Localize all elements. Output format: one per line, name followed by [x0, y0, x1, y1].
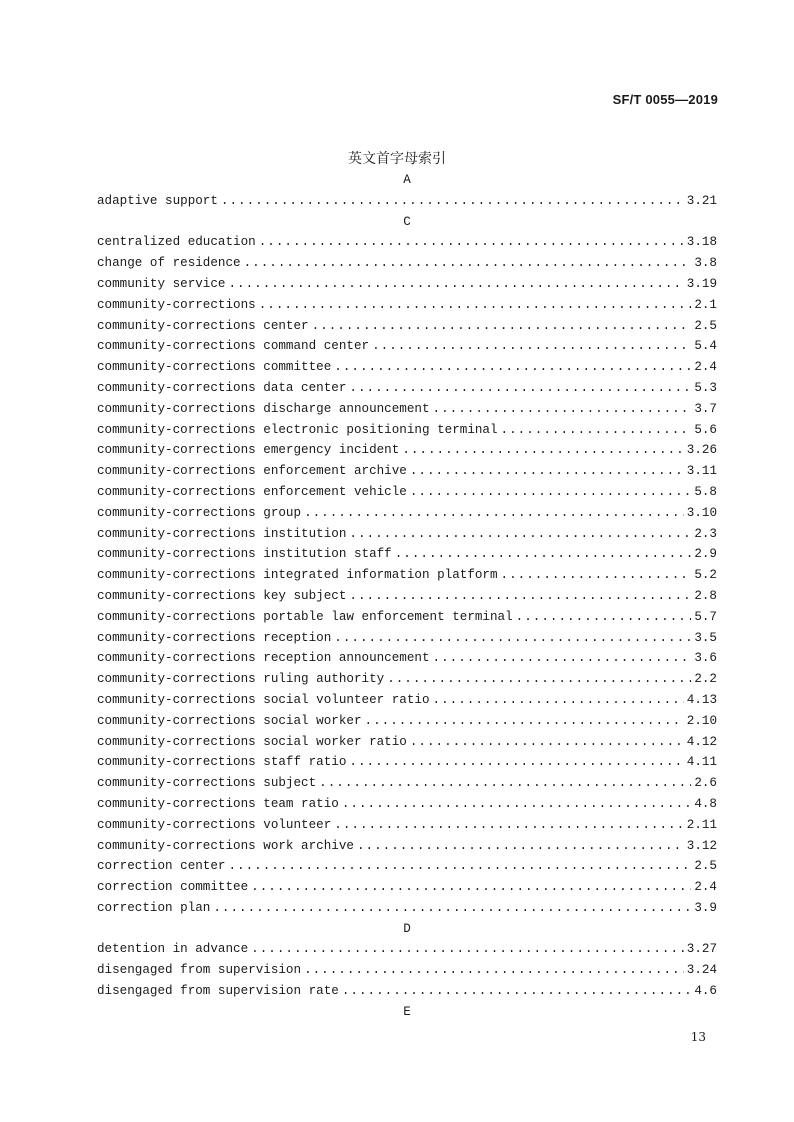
index-term: community-corrections discharge announcement: [97, 401, 430, 416]
index-ref-number: 4.8: [694, 796, 717, 811]
index-ref-number: 2.5: [694, 318, 717, 333]
dot-leader: [334, 815, 683, 836]
dot-leader: [259, 295, 692, 316]
index-entry: [97, 856, 717, 877]
dot-leader: [501, 565, 692, 586]
dot-leader: [433, 690, 684, 711]
index-term: community-corrections ruling authority: [97, 672, 385, 687]
index-term: community-corrections emergency incident: [97, 443, 400, 458]
index-term: community-corrections social worker: [97, 713, 362, 728]
index-term: detention in advance: [97, 942, 249, 957]
dot-leader: [433, 399, 692, 420]
dot-leader: [319, 773, 691, 794]
index-entry: [97, 524, 717, 545]
dot-leader: [410, 482, 691, 503]
index-entry: [97, 544, 717, 565]
index-term: community-corrections subject: [97, 776, 317, 791]
dot-leader: [228, 856, 691, 877]
index-entry: [97, 732, 717, 753]
index-ref-number: 3.5: [694, 630, 717, 645]
index-ref-number: 2.1: [694, 297, 717, 312]
dot-leader: [251, 877, 691, 898]
index-term: community-corrections social volunteer ratio: [97, 692, 430, 707]
dot-leader: [357, 836, 684, 857]
index-entry: [97, 939, 717, 960]
index-term: community-corrections enforcement vehicle: [97, 484, 407, 499]
section-letter-heading: D: [403, 921, 411, 936]
index-entry: [97, 378, 717, 399]
index-ref-number: 3.8: [694, 256, 717, 271]
index-entry: [97, 295, 717, 316]
index-ref-number: 3.26: [686, 443, 717, 458]
index-term: community-corrections: [97, 297, 256, 312]
index-term: centralized education: [97, 235, 256, 250]
index-ref-number: 2.4: [694, 880, 717, 895]
index-term: correction committee: [97, 880, 249, 895]
index-ref-number: 4.6: [694, 984, 717, 999]
index-entry: [97, 565, 717, 586]
index-ref-number: 2.3: [694, 526, 717, 541]
index-term: community-corrections institution staff: [97, 547, 392, 562]
dot-leader: [349, 586, 691, 607]
index-entry: [97, 607, 717, 628]
index-entry: [97, 815, 717, 836]
page-number: 13: [690, 1030, 706, 1044]
index-entry: [97, 440, 717, 461]
index-ref-number: 2.4: [694, 360, 717, 375]
index-ref-number: 4.12: [686, 734, 717, 749]
index-entry: [97, 357, 717, 378]
dot-leader: [312, 316, 692, 337]
index-entry: [97, 690, 717, 711]
dot-leader: [228, 274, 683, 295]
dot-leader: [342, 794, 691, 815]
index-term: community-corrections command center: [97, 339, 370, 354]
dot-leader: [516, 607, 692, 628]
index-term: disengaged from supervision rate: [97, 984, 339, 999]
index-ref-number: 3.12: [686, 838, 717, 853]
index-ref-number: 3.24: [686, 963, 717, 978]
index-entry: [97, 648, 717, 669]
index-body: [97, 170, 717, 1023]
index-ref-number: 3.6: [694, 651, 717, 666]
index-term: community-corrections committee: [97, 360, 332, 375]
index-term: community-corrections center: [97, 318, 309, 333]
index-ref-number: 2.2: [694, 672, 717, 687]
document-code: SF/T 0055—2019: [612, 92, 718, 107]
index-entry: [97, 628, 717, 649]
dot-leader: [213, 898, 691, 919]
index-ref-number: 5.3: [694, 380, 717, 395]
index-ref-number: 2.10: [686, 713, 717, 728]
dot-leader: [410, 461, 684, 482]
index-ref-number: 3.11: [686, 464, 717, 479]
index-entry: [97, 191, 717, 212]
index-ref-number: 3.7: [694, 401, 717, 416]
index-entry: [97, 586, 717, 607]
index-term: disengaged from supervision: [97, 963, 302, 978]
index-ref-number: 5.8: [694, 484, 717, 499]
dot-leader: [334, 357, 691, 378]
index-ref-number: 4.13: [686, 692, 717, 707]
dot-leader: [395, 544, 692, 565]
section-letter-heading: C: [403, 214, 411, 229]
index-entry: [97, 752, 717, 773]
dot-leader: [259, 232, 684, 253]
section-letter-heading: A: [403, 173, 411, 187]
index-term: community-corrections electronic positioning terminal: [97, 422, 498, 437]
dot-leader: [221, 191, 684, 212]
section-letter-heading: E: [403, 1004, 411, 1019]
index-entry: [97, 877, 717, 898]
dot-leader: [433, 648, 692, 669]
index-entry: [97, 232, 717, 253]
index-term: community-corrections enforcement archive: [97, 464, 407, 479]
dot-leader: [365, 711, 684, 732]
index-entry: [97, 316, 717, 337]
index-term: change of residence: [97, 256, 241, 271]
index-entry: [97, 461, 717, 482]
index-entry: [97, 711, 717, 732]
index-entry: [97, 960, 717, 981]
dot-leader: [349, 378, 691, 399]
dot-leader: [304, 503, 684, 524]
index-entry: [97, 773, 717, 794]
index-term: community-corrections portable law enforcement terminal: [97, 609, 513, 624]
index-entry: [97, 274, 717, 295]
index-entry: [97, 836, 717, 857]
index-ref-number: 3.10: [686, 505, 717, 520]
index-entry: [97, 399, 717, 420]
index-term: correction plan: [97, 900, 211, 915]
index-ref-number: 5.7: [694, 609, 717, 624]
index-ref-number: 4.11: [686, 755, 717, 770]
index-entry: [97, 669, 717, 690]
index-term: community-corrections social worker ratio: [97, 734, 407, 749]
index-ref-number: 3.18: [686, 235, 717, 250]
index-term: correction center: [97, 859, 226, 874]
index-term: community-corrections work archive: [97, 838, 354, 853]
index-ref-number: 2.5: [694, 859, 717, 874]
index-ref-number: 2.9: [694, 547, 717, 562]
index-entry: [97, 336, 717, 357]
index-term: community-corrections institution: [97, 526, 347, 541]
index-title: 英文首字母索引: [348, 151, 446, 167]
index-term: community-corrections volunteer: [97, 817, 332, 832]
index-term: community-corrections data center: [97, 380, 347, 395]
index-ref-number: 3.21: [686, 193, 717, 208]
index-term: community-corrections group: [97, 505, 302, 520]
dot-leader: [349, 524, 691, 545]
dot-leader: [410, 732, 684, 753]
index-term: community-corrections reception: [97, 630, 332, 645]
dot-leader: [244, 253, 692, 274]
index-entry: [97, 503, 717, 524]
index-entry: [97, 482, 717, 503]
index-term: community-corrections key subject: [97, 588, 347, 603]
index-term: community-corrections reception announcement: [97, 651, 430, 666]
dot-leader: [334, 628, 691, 649]
index-entry: [97, 420, 717, 441]
dot-leader: [501, 420, 692, 441]
index-term: community-corrections team ratio: [97, 796, 339, 811]
dot-leader: [349, 752, 683, 773]
index-term: community service: [97, 276, 226, 291]
dot-leader: [304, 960, 684, 981]
index-ref-number: 5.6: [694, 422, 717, 437]
index-ref-number: 3.27: [686, 942, 717, 957]
dot-leader: [387, 669, 691, 690]
index-ref-number: 2.6: [694, 776, 717, 791]
dot-leader: [372, 336, 691, 357]
index-entry: [97, 981, 717, 1002]
index-ref-number: 3.9: [694, 900, 717, 915]
index-ref-number: 5.2: [694, 568, 717, 583]
index-term: adaptive support: [97, 193, 218, 208]
dot-leader: [402, 440, 683, 461]
index-entry: [97, 794, 717, 815]
dot-leader: [251, 939, 684, 960]
index-entry: [97, 253, 717, 274]
index-term: community-corrections staff ratio: [97, 755, 347, 770]
dot-leader: [342, 981, 691, 1002]
index-ref-number: 5.4: [694, 339, 717, 354]
index-ref-number: 3.19: [686, 276, 717, 291]
index-ref-number: 2.11: [686, 817, 717, 832]
index-term: community-corrections integrated information platform: [97, 568, 498, 583]
index-ref-number: 2.8: [694, 588, 717, 603]
index-entry: [97, 898, 717, 919]
